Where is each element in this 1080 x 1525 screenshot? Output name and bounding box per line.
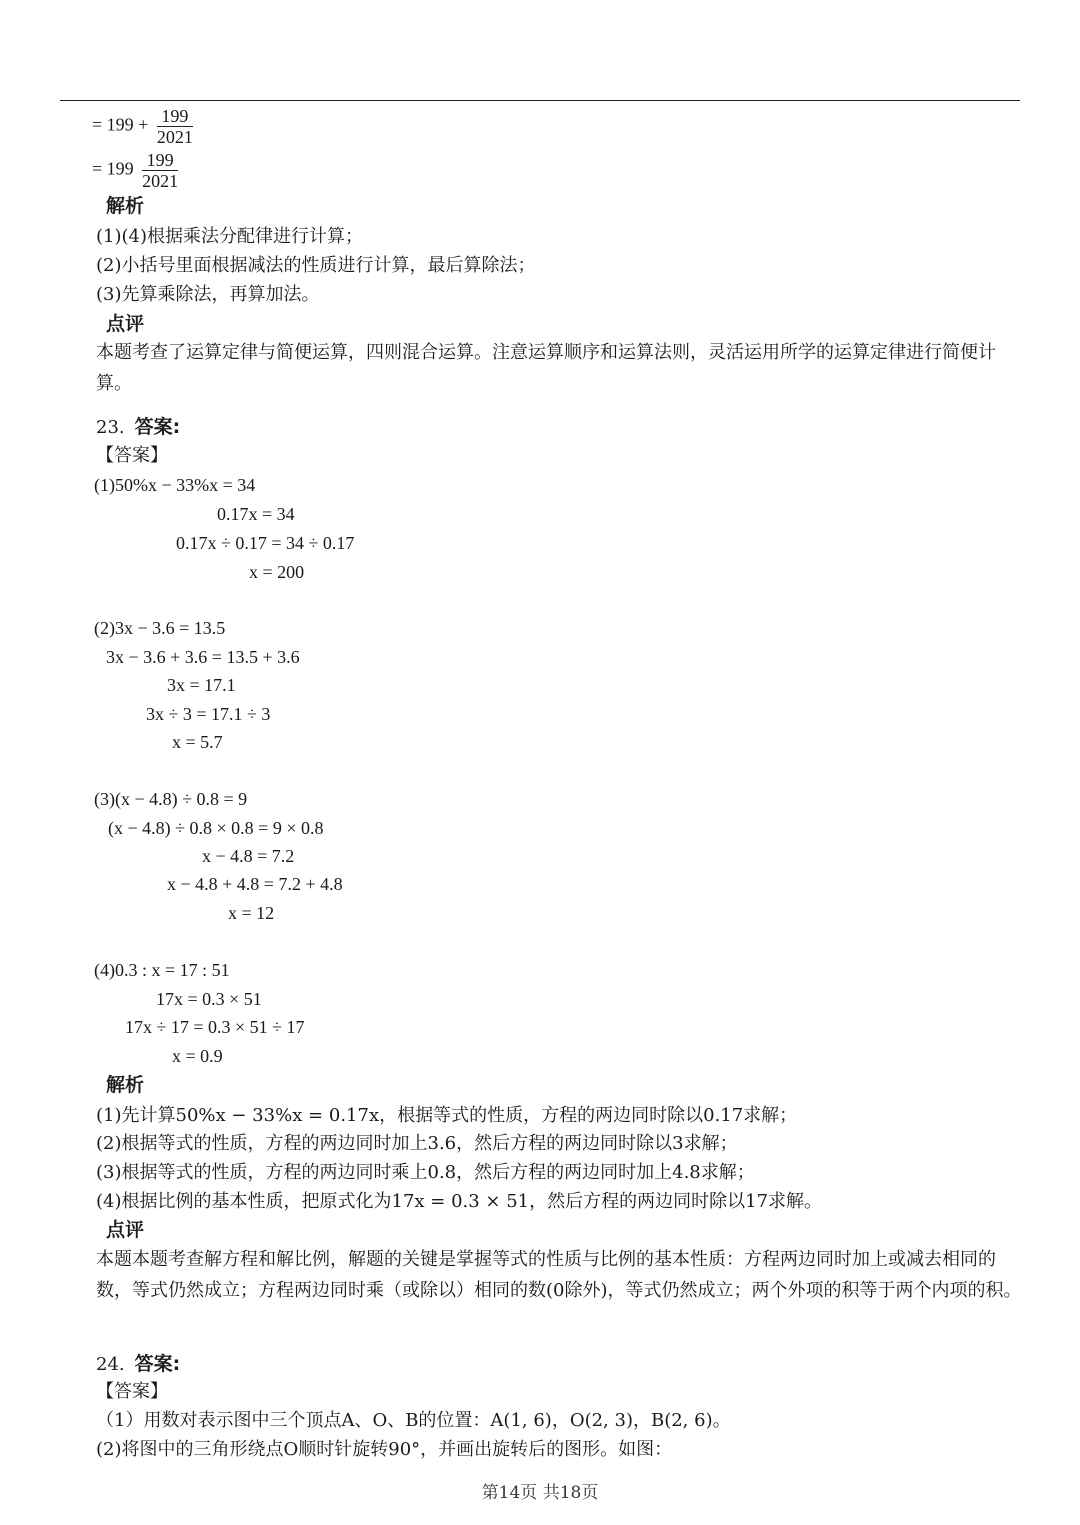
fraction: $\frac{199}{2021}$ — [142, 150, 179, 191]
q23-analysis-line: (3)根据等式的性质，方程的两边同时乘上0.8，然后方程的两边同时加上4.8求解； — [96, 1162, 755, 1183]
calc-line-2: = 199 $\frac{199}{2021}$ — [92, 150, 179, 191]
q23-analysis-heading: 解析 — [106, 1074, 145, 1096]
equation-line: 3x = 17.1 — [167, 675, 236, 695]
equation-line: (x − 4.8) ÷ 0.8 × 0.8 = 9 × 0.8 — [108, 818, 324, 838]
equation-line: x = 5.7 — [172, 732, 223, 752]
equation-line: (2)3x − 3.6 = 13.5 — [94, 618, 226, 638]
q22-analysis-heading: 解析 — [106, 195, 145, 217]
q23-analysis-line: (1)先计算50%x − 33%x = 0.17x，根据等式的性质，方程的两边同时除以0.17求解； — [96, 1105, 798, 1126]
q24-answer-heading: 答案: — [134, 1353, 181, 1375]
equation-line: 3x ÷ 3 = 17.1 ÷ 3 — [146, 704, 271, 724]
equation-line: 17x = 0.3 × 51 — [156, 989, 262, 1009]
q23-analysis-line: (2)根据等式的性质，方程的两边同时加上3.6，然后方程的两边同时除以3求解； — [96, 1133, 738, 1154]
q22-comment-heading: 点评 — [106, 313, 145, 335]
q22-comment: 本题考查了运算定律与简便运算，四则混合运算。注意运算顺序和运算法则，灵活运用所学的运算定律进行简便计算。 — [96, 342, 996, 394]
equation-line: 0.17x = 34 — [217, 504, 295, 524]
equation-line: (4)0.3 : x = 17 : 51 — [94, 960, 230, 980]
equation-line: 0.17x ÷ 0.17 = 34 ÷ 0.17 — [176, 533, 355, 553]
q22-analysis-line: (1)(4)根据乘法分配律进行计算； — [96, 226, 363, 247]
equation-line: x − 4.8 = 7.2 — [202, 846, 295, 866]
q23-number: 23. — [96, 417, 125, 438]
equation-line: x = 200 — [249, 562, 305, 582]
equation-line: (3)(x − 4.8) ÷ 0.8 = 9 — [94, 789, 248, 809]
header-rule — [60, 100, 1020, 101]
q24-number: 24. — [96, 1354, 125, 1375]
q23-comment-heading: 点评 — [106, 1219, 145, 1241]
equation-line: (1)50%x − 33%x = 34 — [94, 475, 256, 495]
q23-analysis-line: (4)根据比例的基本性质，把原式化为17x = 0.3 × 51，然后方程的两边同时除以17求解。 — [96, 1191, 823, 1212]
q24-answer-line: (2)将图中的三角形绕点O顺时针旋转90°，并画出旋转后的图形。如图： — [96, 1439, 673, 1460]
q24-answer-line: （1）用数对表示图中三个顶点A、O、B的位置：A(1, 6)，O(2, 3)，B(2, 6)。 — [96, 1410, 731, 1431]
equation-line: 3x − 3.6 + 3.6 = 13.5 + 3.6 — [106, 647, 300, 667]
calc-line-1: = 199 + $\frac{199}{2021}$ — [92, 106, 193, 147]
equation-line: x = 12 — [228, 903, 275, 923]
equation-line: 17x ÷ 17 = 0.3 × 51 ÷ 17 — [125, 1017, 305, 1037]
q22-analysis-line: (3)先算乘除法，再算加法。 — [96, 284, 320, 305]
equation-line: x = 0.9 — [172, 1046, 223, 1066]
q22-analysis-line: (2)小括号里面根据减法的性质进行计算，最后算除法； — [96, 255, 536, 276]
equation-line: x − 4.8 + 4.8 = 7.2 + 4.8 — [167, 874, 343, 894]
q23-answer-bracket: 【答案】 — [96, 445, 168, 466]
q23-answer-heading: 答案: — [134, 416, 181, 438]
q24-header — [96, 1352, 180, 1377]
page-footer: 第14页 共18页 — [481, 1483, 599, 1503]
q23-header — [96, 415, 180, 440]
fraction: $\frac{199}{2021}$ — [156, 106, 193, 147]
q23-comment: 本题本题考查解方程和解比例，解题的关键是掌握等式的性质与比例的基本性质：方程两边同时加上或减去相同的数，等式仍然成立；方程两边同时乘（或除以）相同的数(0除外)，等式仍然成立；两个外项的积等于两个内项的积。 — [96, 1249, 1022, 1301]
q24-answer-bracket: 【答案】 — [96, 1381, 168, 1402]
